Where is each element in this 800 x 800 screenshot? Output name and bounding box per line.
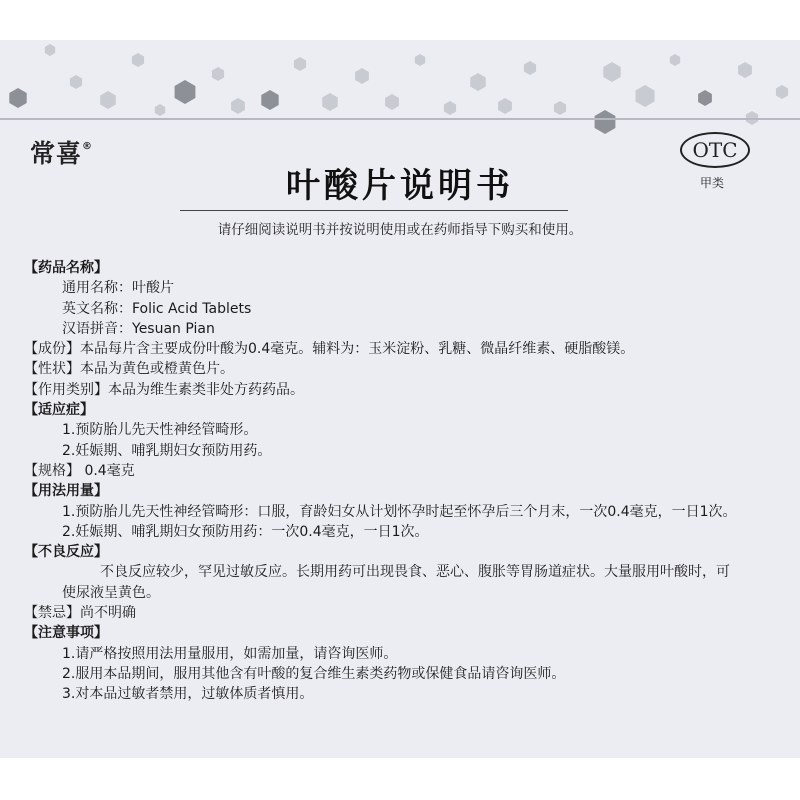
english-name: 英文名称：Folic Acid Tablets — [62, 300, 252, 317]
contraindication-line: 【禁忌】尚不明确 — [24, 605, 136, 622]
indication-item: 2.妊娠期、哺乳期妇女预防用药。 — [62, 442, 272, 459]
hexagon-decoration — [385, 94, 399, 110]
hexagon-decoration — [100, 91, 116, 109]
hexagon-decoration — [776, 85, 788, 99]
title-underline — [180, 210, 568, 211]
hexagon-decoration — [415, 54, 425, 66]
section-heading-caution: 【注意事项】 — [24, 625, 108, 642]
otc-class-label: 甲类 — [700, 176, 725, 190]
caution-item: 3.对本品过敏者禁用，过敏体质者慎用。 — [62, 686, 314, 703]
hexagon-decoration — [9, 88, 26, 108]
composition-line: 【成份】本品每片含主要成份叶酸为0.4毫克。辅料为：玉米淀粉、乳糖、微晶纤维素、硬脂酸镁。 — [24, 341, 635, 358]
hexagon-decoration — [595, 110, 616, 134]
document-title: 叶酸片说明书 — [286, 166, 514, 206]
hexagon-decoration — [470, 73, 486, 91]
generic-name: 通用名称：叶酸片 — [62, 280, 174, 297]
section-heading-adverse: 【不良反应】 — [24, 544, 108, 561]
hexagon-decoration — [498, 98, 512, 114]
hexagon-decoration — [670, 54, 680, 66]
hexagon-pattern-band — [0, 40, 800, 162]
hexagon-decoration — [738, 62, 752, 78]
registered-mark: ® — [82, 140, 94, 152]
caution-item: 1.请严格按照用法用量服用，如需加量，请咨询医师。 — [62, 645, 398, 662]
hexagon-decoration — [444, 101, 456, 115]
section-heading-indication: 【适应症】 — [24, 402, 94, 419]
hexagon-decoration — [132, 53, 144, 67]
usage-notice: 请仔细阅读说明书并按说明使用或在药师指导下购买和使用。 — [217, 222, 583, 238]
hexagon-decoration — [231, 98, 245, 114]
caution-item: 2.服用本品期间，服用其他含有叶酸的复合维生素类药物或保健食品请咨询医师。 — [62, 665, 566, 682]
section-heading-name: 【药品名称】 — [24, 260, 108, 276]
hexagon-decoration — [212, 67, 224, 81]
hexagon-decoration — [636, 85, 655, 107]
section-heading-usage: 【用法用量】 — [24, 483, 108, 500]
hexagon-decoration — [554, 101, 566, 115]
header-divider — [0, 118, 800, 120]
leaflet-body — [24, 258, 784, 705]
pinyin-name: 汉语拼音：Yesuan Pian — [62, 320, 215, 337]
otc-label: OTC — [692, 138, 738, 162]
hexagon-decoration — [322, 93, 338, 111]
hexagon-decoration — [155, 104, 165, 116]
hexagon-decoration — [261, 90, 278, 110]
hexagon-decoration — [70, 75, 82, 89]
hexagon-decoration — [603, 62, 620, 82]
adverse-reaction-text: 不良反应较少，罕见过敏反应。长期用药可出现畏食、恶心、腹胀等胃肠道症状。大量服用叶酸时，可使尿液呈黄色。 — [62, 564, 730, 601]
hexagon-decoration — [355, 68, 369, 84]
category-line: 【作用类别】本品为维生素类非处方药药品。 — [24, 381, 304, 398]
usage-item: 1.预防胎儿先天性神经管畸形：口服，育龄妇女从计划怀孕时起至怀孕后三个月末，一次0.4毫克，一日1次。 — [62, 503, 737, 520]
hexagon-decoration — [698, 90, 712, 106]
hexagon-decoration — [524, 61, 536, 75]
brand-name: 常喜 — [30, 139, 83, 168]
usage-item: 2.妊娠期、哺乳期妇女预防用药：一次0.4毫克，一日1次。 — [62, 523, 429, 540]
hexagon-decoration — [175, 80, 196, 104]
appearance-line: 【性状】本品为黄色或橙黄色片。 — [24, 361, 234, 378]
spec-line: 【规格】 0.4毫克 — [24, 462, 135, 479]
hexagon-decoration — [45, 44, 55, 56]
hexagon-decoration — [294, 57, 306, 71]
page-margin — [0, 758, 800, 800]
indication-item: 1.预防胎儿先天性神经管畸形。 — [62, 422, 258, 439]
